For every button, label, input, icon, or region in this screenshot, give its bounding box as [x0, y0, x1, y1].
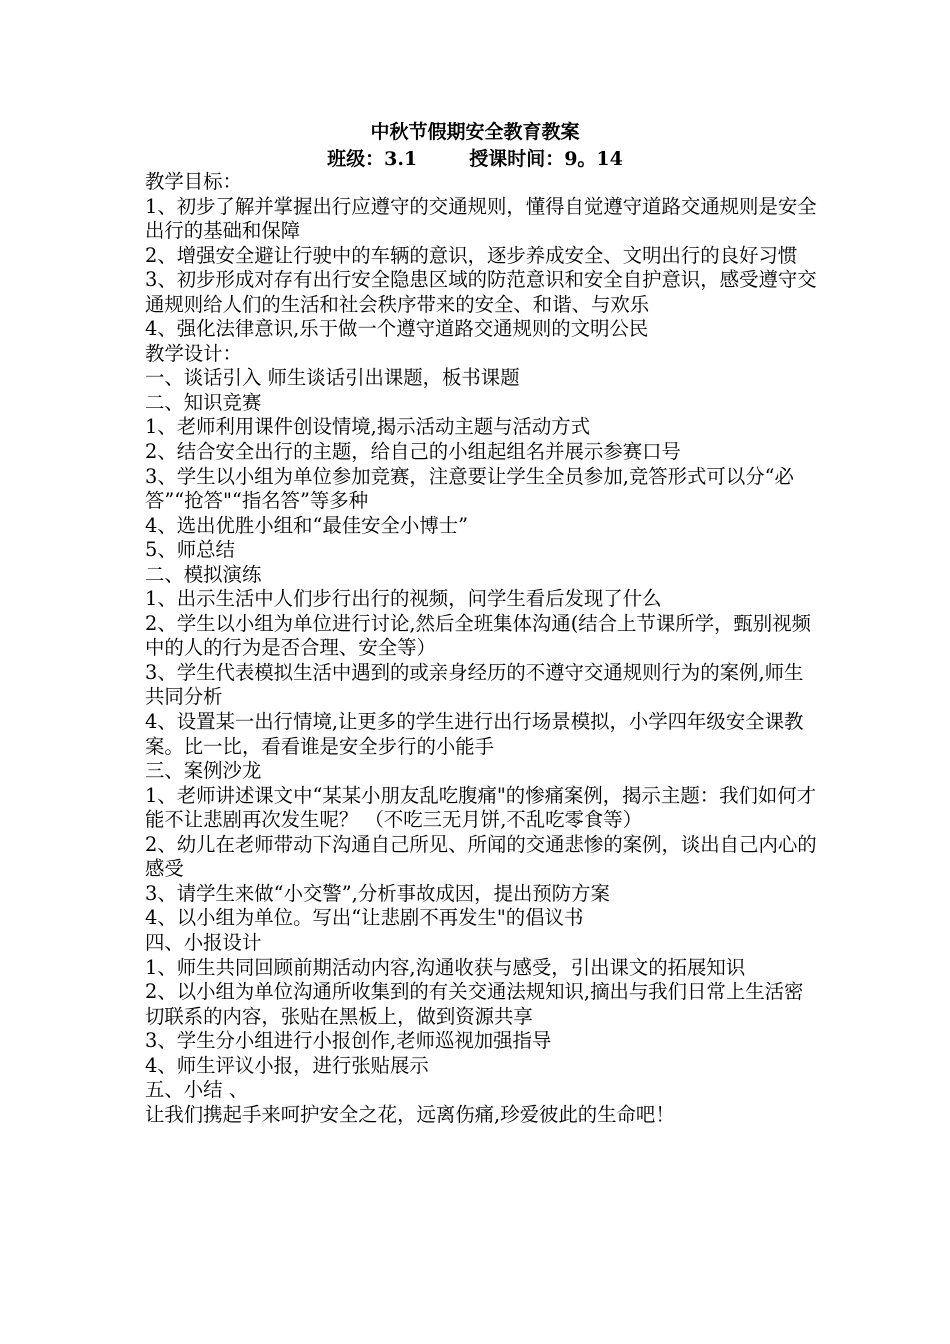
body-line: 4、选出优胜小组和“最佳安全小博士”: [145, 513, 469, 537]
body-line: 3、学生代表模拟生活中遇到的或亲身经历的不遵守交通规则行为的案例,师生共同分析: [145, 660, 804, 709]
body-line: 一、谈话引入 师生谈话引出课题，板书课题: [145, 366, 520, 390]
body-line: 4、设置某一出行情境,让更多的学生进行出行场景模拟，小学四年级安全课教案。比一比，看看谁是安全步行的小能手: [145, 710, 804, 758]
body-line: 二、知识竞赛: [145, 390, 262, 414]
document-body: [145, 170, 817, 1127]
class-label: 班级：3.1: [327, 148, 418, 170]
body-line: 四、小报设计: [145, 930, 262, 954]
body-line: 三、案例沙龙: [145, 759, 262, 783]
body-line: 教学设计：: [145, 341, 242, 365]
body-line: 二、模拟演练: [145, 562, 262, 586]
body-line: 4、强化法律意识,乐于做一个遵守道路交通规则的文明公民: [145, 317, 649, 341]
body-line: 3、学生分小组进行小报创作,老师巡视加强指导: [145, 1029, 552, 1053]
lesson-time-label: 授课时间：9。14: [469, 148, 623, 170]
body-line: 让我们携起手来呵护安全之花，远离伤痛,珍爱彼此的生命吧！: [145, 1102, 675, 1126]
body-line: 2、结合安全出行的主题，给自己的小组起组名并展示参赛口号: [145, 440, 681, 464]
body-line: 2、学生以小组为单位进行讨论,然后全班集体沟通(结合上节课所学，甄别视频中的人的行为是否合理、安全等）: [145, 611, 811, 660]
document-title: 中秋节假期安全教育教案: [370, 121, 580, 143]
body-line: 1、师生共同回顾前期活动内容,沟通收获与感受，引出课文的拓展知识: [145, 955, 746, 979]
body-line: 3、请学生来做“小交警”,分析事故成因，提出预防方案: [145, 881, 610, 905]
class-time-line: [0, 145, 950, 173]
body-line: 1、老师讲述课文中“某某小朋友乱吃腹痛"的惨痛案例，揭示主题：我们如何才能不让悲剧再次发生呢？ （不吃三无月饼,不乱吃零食等）: [145, 783, 817, 832]
body-line: 5、师总结: [145, 538, 235, 562]
body-line: 1、初步了解并掌握出行应遵守的交通规则，懂得自觉遵守道路交通规则是安全出行的基础和保障: [145, 194, 817, 243]
body-line: 3、学生以小组为单位参加竞赛，注意要让学生全员参加,竞答形式可以分“必答”“抢答"“指名答”等多种: [145, 464, 794, 513]
body-line: 2、增强安全避让行驶中的车辆的意识，逐步养成安全、文明出行的良好习惯: [145, 243, 798, 267]
body-line: 4、以小组为单位。写出“让悲剧不再发生"的倡议书: [145, 906, 584, 930]
body-line: 3、初步形成对存有出行安全隐患区域的防范意识和安全自护意识，感受遵守交通规则给人们的生活和社会秩序带来的安全、和谐、与欢乐: [145, 268, 817, 316]
body-line: 五、小结 、: [145, 1078, 249, 1102]
body-line: 教学目标：: [145, 170, 242, 193]
body-line: 2、幼儿在老师带动下沟通自己所见、所闻的交通悲惨的案例，谈出自己内心的感受: [145, 832, 817, 881]
body-line: 4、师生评议小报，进行张贴展示: [145, 1053, 429, 1077]
body-line: 2、以小组为单位沟通所收集到的有关交通法规知识,摘出与我们日常上生活密切联系的内容，张贴在黑板上，做到资源共享: [145, 980, 804, 1028]
body-line: 1、出示生活中人们步行出行的视频，问学生看后发现了什么: [145, 587, 662, 611]
body-line: 1、老师利用课件创设情境,揭示活动主题与活动方式: [145, 415, 591, 439]
